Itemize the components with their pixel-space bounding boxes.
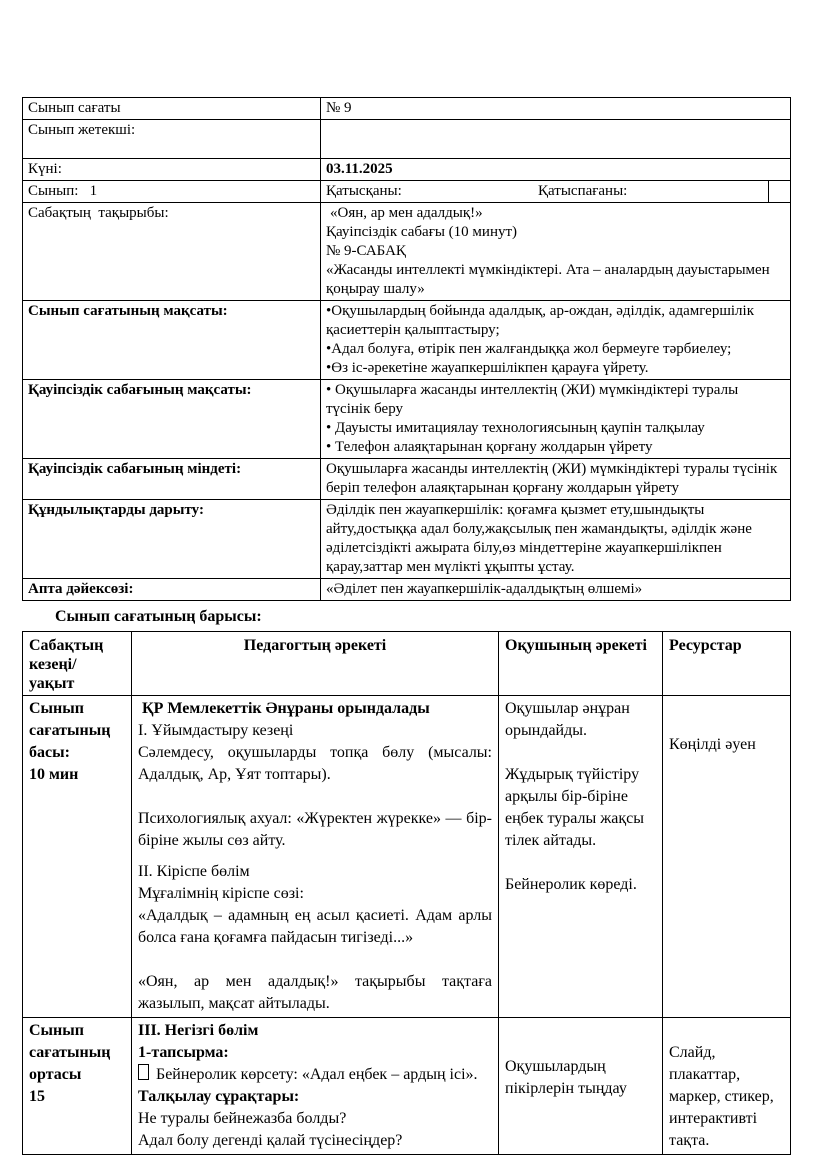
table-row <box>23 301 791 380</box>
student-line: Оқушылар әнұран орындайды. <box>505 700 630 739</box>
teacher-line: «Оян, ар мен адалдық!» тақырыбы тақтаға жазылып, мақсат айтылады. <box>138 973 492 1012</box>
table-row <box>23 579 791 601</box>
safety-task-value: Оқушыларға жасанды интеллектің (ЖИ) мүмкіндіктері туралы түсінік беріп телефон алаяқтарынан қорғану жолдарын үйрету <box>321 459 791 500</box>
header-stage: Сабақтың кезеңі/ уақыт <box>23 632 132 696</box>
resources-cell <box>663 1018 791 1155</box>
safety-goal-value <box>321 380 791 459</box>
goal-line: • Оқушыларға жасанды интеллектің (ЖИ) мүмкіндіктері туралы түсінік беру <box>326 382 739 417</box>
stage-name: Сынып сағатының басы: <box>29 700 111 761</box>
anthem-line: ҚР Мемлекеттік Әнұраны орындалады <box>142 700 430 717</box>
table-row <box>23 181 791 203</box>
class-hour-label: Сынып сағаты <box>23 98 321 120</box>
teacher-line: «Адалдық – адамның ең асыл қасиеті. Адам арлы болса ғана қоғамға пайдасын тигізеді...» <box>138 907 492 946</box>
attended-label: Қатысқаны: <box>326 183 402 199</box>
teacher-line: Не туралы бейнежазба болды? <box>138 1110 347 1127</box>
stage-cell <box>23 696 132 1018</box>
class-goal-value <box>321 301 791 380</box>
student-action-cell <box>499 696 663 1018</box>
topic-line: «Жасанды интеллекті мүмкіндіктері. Ата – аналардың дауыстарымен қоңырау шалу» <box>326 262 770 297</box>
teacher-line: Сәлемдесу, оқушыларды топқа бөлу (мысалы: Адалдық, Ар, Ұят топтары). <box>138 744 492 783</box>
resources-cell <box>663 696 791 1018</box>
section-title: Сынып сағатының барысы: <box>55 608 262 625</box>
header-resources: Ресурстар <box>663 632 791 696</box>
class-teacher-value <box>321 120 791 159</box>
teacher-heading: 1-тапсырма: <box>138 1044 229 1061</box>
stage-cell <box>23 1018 132 1155</box>
table-header-row <box>23 632 791 696</box>
info-table <box>22 97 791 601</box>
video-task-text: Бейнеролик көрсету: «Адал еңбек – ардың ісі». <box>156 1066 478 1083</box>
teacher-line: Мұғалімнің кіріспе сөзі: <box>138 885 304 902</box>
teacher-heading: Талқылау сұрақтары: <box>138 1088 300 1105</box>
safety-goal-label: Қауіпсіздік сабағының мақсаты: <box>23 380 321 459</box>
table-row <box>23 500 791 579</box>
grade-label: Сынып: 1 <box>23 181 321 203</box>
safety-task-label: Қауіпсіздік сабағының міндеті: <box>23 459 321 500</box>
table-row <box>23 98 791 120</box>
teacher-line: II. Кіріспе бөлім <box>138 863 250 880</box>
absent-label: Қатыспағаны: <box>538 183 628 199</box>
student-line: Бейнеролик көреді. <box>505 876 637 893</box>
topic-line: «Оян, ар мен адалдық!» <box>330 205 483 221</box>
resource-line: Слайд, плакаттар, маркер, стикер, интерактивті тақта. <box>669 1044 774 1149</box>
goal-line: • Телефон алаяқтарынан қорғану жолдарын үйрету <box>326 439 653 455</box>
week-quote-value: «Әділет пен жауапкершілік-адалдықтың өлшемі» <box>321 579 791 601</box>
class-goal-label: Сынып сағатының мақсаты: <box>23 301 321 380</box>
values-value: Әділдік пен жауапкершілік: қоғамға қызмет ету,шындықты айту,достыққа адал болу,жақсылық пен жамандықты, әділдік және әділетсіздікті ажырата білу,өз міндеттеріне жауапкершілікпен қарау,заттар мен мүлікті ұқыпты ұстау. <box>321 500 791 579</box>
table-row <box>23 203 791 301</box>
teacher-line: Психологиялық ахуал: «Жүректен жүрекке» — бір-біріне жылы сөз айту. <box>138 810 492 849</box>
class-hour-number: № 9 <box>321 98 791 120</box>
goal-line: •Оқушылардың бойында адалдық, ар-ождан, әділдік, адамгершілік қасиеттерін қалыптастыру; <box>326 303 754 338</box>
teacher-line <box>138 1064 492 1086</box>
date-label: Күні: <box>23 159 321 181</box>
table-row <box>23 459 791 500</box>
class-teacher-label: Сынып жетекші: <box>23 120 321 159</box>
table-row <box>23 120 791 159</box>
table-row <box>23 1018 791 1155</box>
student-line: Жұдырық түйістіру арқылы бір-біріне еңбек туралы жақсы тілек айтады. <box>505 766 645 849</box>
table-row <box>23 380 791 459</box>
teacher-line: Адал болу дегенді қалай түсінесіңдер? <box>138 1132 403 1149</box>
topic-value <box>321 203 791 301</box>
table-row <box>23 159 791 181</box>
week-quote-label: Апта дәйексөзі: <box>23 579 321 601</box>
date-value: 03.11.2025 <box>321 159 791 181</box>
goal-line: •Адал болуға, өтірік пен жалғандыққа жол бермеуге тәрбиелеу; <box>326 341 732 357</box>
student-action-cell <box>499 1018 663 1155</box>
attendance-cell <box>321 181 769 203</box>
values-label: Құндылықтарды дарыту: <box>23 500 321 579</box>
teacher-action-cell <box>132 696 499 1018</box>
teacher-heading: III. Негізгі бөлім <box>138 1022 259 1039</box>
attendance-extra-cell <box>769 181 791 203</box>
student-line: Оқушылардың пікірлерін тыңдау <box>505 1058 627 1097</box>
table-row <box>23 696 791 1018</box>
goal-line: • Дауысты имитациялау технологиясының қаупін талқылау <box>326 420 705 436</box>
goal-line: •Өз іс-әрекетіне жауапкершілікпен қарауға үйрету. <box>326 360 649 376</box>
header-teacher-action: Педагогтың әрекеті <box>132 632 499 696</box>
topic-line: Қауіпсіздік сабағы (10 минут) <box>326 224 518 240</box>
teacher-action-cell <box>132 1018 499 1155</box>
tofu-box-icon <box>138 1064 149 1080</box>
stage-name: Сынып сағатының ортасы <box>29 1022 111 1083</box>
header-student-action: Оқушының әрекеті <box>499 632 663 696</box>
resource-line: Көңілді әуен <box>669 736 756 753</box>
lesson-flow-table <box>22 631 791 1155</box>
stage-time: 15 <box>29 1088 45 1105</box>
topic-line: № 9-САБАҚ <box>326 243 406 259</box>
teacher-line: I. Ұйымдастыру кезеңі <box>138 722 294 739</box>
lesson-plan-document <box>22 97 790 1155</box>
stage-time: 10 мин <box>29 766 79 783</box>
topic-label: Сабақтың тақырыбы: <box>23 203 321 301</box>
